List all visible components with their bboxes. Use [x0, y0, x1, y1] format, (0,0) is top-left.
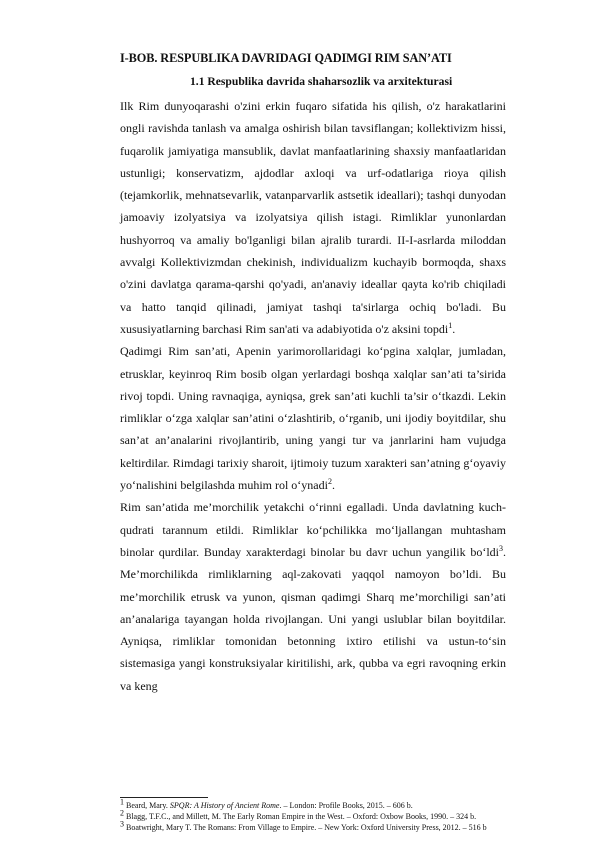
paragraph: [120, 340, 506, 496]
paragraph-text: Qadimgi Rim san’ati, Apenin yarimorollaridagi ko‘pgina xalqlar, jumladan, etrusklar, keyinroq Rim bosib olgan yerlardagi boshqa xalqlar san’ati ta’sirida rivoj topdi. Uning ravnaqiga, ayniqsa, grek san’ati kuchli ta’sir o‘tkazdi. Lekin rimliklar o‘zga xalqlar san’atini o‘zlashtirib, o‘rganib, uni ijodiy boyitdilar, shu san’at an’analarini rivojlantirib, uning yangi tur va janrlarini ham vujudga keltirdilar. Rimdagi tarixiy sharoit, ijtimoiy tuzum xarakteri san’atning g‘oyaviy yo‘nalishini belgilashda muhim rol o‘ynadi: [120, 344, 506, 493]
paragraph-text: Rim san’atida me’morchilik yetakchi o‘rinni egalladi. Unda davlatning kuch-qudrati tarannum etildi. Rimliklar ko‘pchilikka mo‘ljallangan muhtasham binolar qurdilar. Bunday xarakterdagi binolar bu davr uchun yangilik bo‘ldi: [120, 500, 506, 559]
paragraph: [120, 95, 506, 340]
body-text: [120, 95, 506, 697]
footnote-number: 3: [120, 819, 124, 829]
footnote: [120, 797, 540, 811]
chapter-heading: I-BOB. RESPUBLIKA DAVRIDAGI QADIMGI RIM SAN’ATI: [120, 51, 452, 65]
paragraph-end: .: [331, 478, 335, 493]
footnote-title: SPQR: A History of Ancient Rome: [169, 801, 280, 810]
footnote-text-end: . – London: Profile Books, 2015. – 606 b.: [279, 801, 413, 810]
footnote: [120, 819, 540, 833]
footnote-number: 1: [120, 797, 124, 807]
footnotes: [120, 797, 540, 834]
paragraph-end: .: [452, 321, 456, 336]
footnote: [120, 808, 540, 822]
paragraph: [120, 496, 506, 697]
footnote-divider: [120, 797, 208, 798]
section-heading: 1.1 Respublika davrida shaharsozlik va arxitekturasi: [190, 75, 453, 88]
footnote-ref[interactable]: 3: [499, 543, 503, 553]
paragraph-end: . Me’morchilikda rimliklarning aql-zakovati yaqqol namoyon bo’ldi. Bu me’morchilik etrusk va yunon, qisman qadimgi Sharq me’morchiligi san’ati an’analariga tayangan holda rivojlangan. Uni yangi uslublar bilan boyitdilar. Ayniqsa, rimliklar tomonidan betonning ixtiro etilishi va ustun-to‘sin sistemasiga yangi konstruksiyalar kiritilishi, ark, qubba va egri ravoqning erkin va keng: [120, 544, 506, 693]
footnote-ref[interactable]: 2: [327, 477, 332, 487]
footnote-text: Boatwright, Mary T. The Romans: From Village to Empire. – New York: Oxford University Press, 2012. – 516 b: [126, 823, 487, 833]
footnote-number: 2: [120, 808, 124, 818]
paragraph-text: Ilk Rim dunyoqarashi o'zini erkin fuqaro sifatida his qilish, o'z harakatlarini ongli ravishda tanlash va amalga oshirish bilan tavsiflangan; kollektivizm hissi, fuqarolik jamiyatiga mansublik, davlat manfaatlarining shaxsiy manfaatlaridan ustunligi; konservatizm, ajdodlar axloqi va urf-odatlariga rioya qilish (tejamkorlik, mehnatsevarlik, vatanparvarlik astsetik ideallari); tashqi dunyodan jamoaviy izolyatsiya va izolyatsiya qilish istagi. Rimliklar yunonlardan hushyorroq va amaliy bo'lganligi bilan ajralib turardi. II-I-asrlarda miloddan avvalgi Kollektivizmdan chekinish, individualizm kuchayib bormoqda, shaxs o'zini davlatga qarama-qarshi qo'yadi, an'anaviy ideallar qayta ko'rib chiqiladi va hatto tanqid qilinadi, jamiyat tashqi ta'sirlarga ochiq bo'ladi. Bu xususiyatlarning barchasi Rim san'ati va adabiyotida o'z aksini topdi: [120, 99, 506, 336]
footnote-ref[interactable]: 1: [448, 320, 453, 330]
footnote-text: Beard, Mary.: [126, 801, 170, 810]
footnote-text: Blagg, T.F.C., and Millett, M. The Early Roman Empire in the West. – Oxford: Oxbow Books, 1990. – 324 b.: [126, 812, 477, 822]
